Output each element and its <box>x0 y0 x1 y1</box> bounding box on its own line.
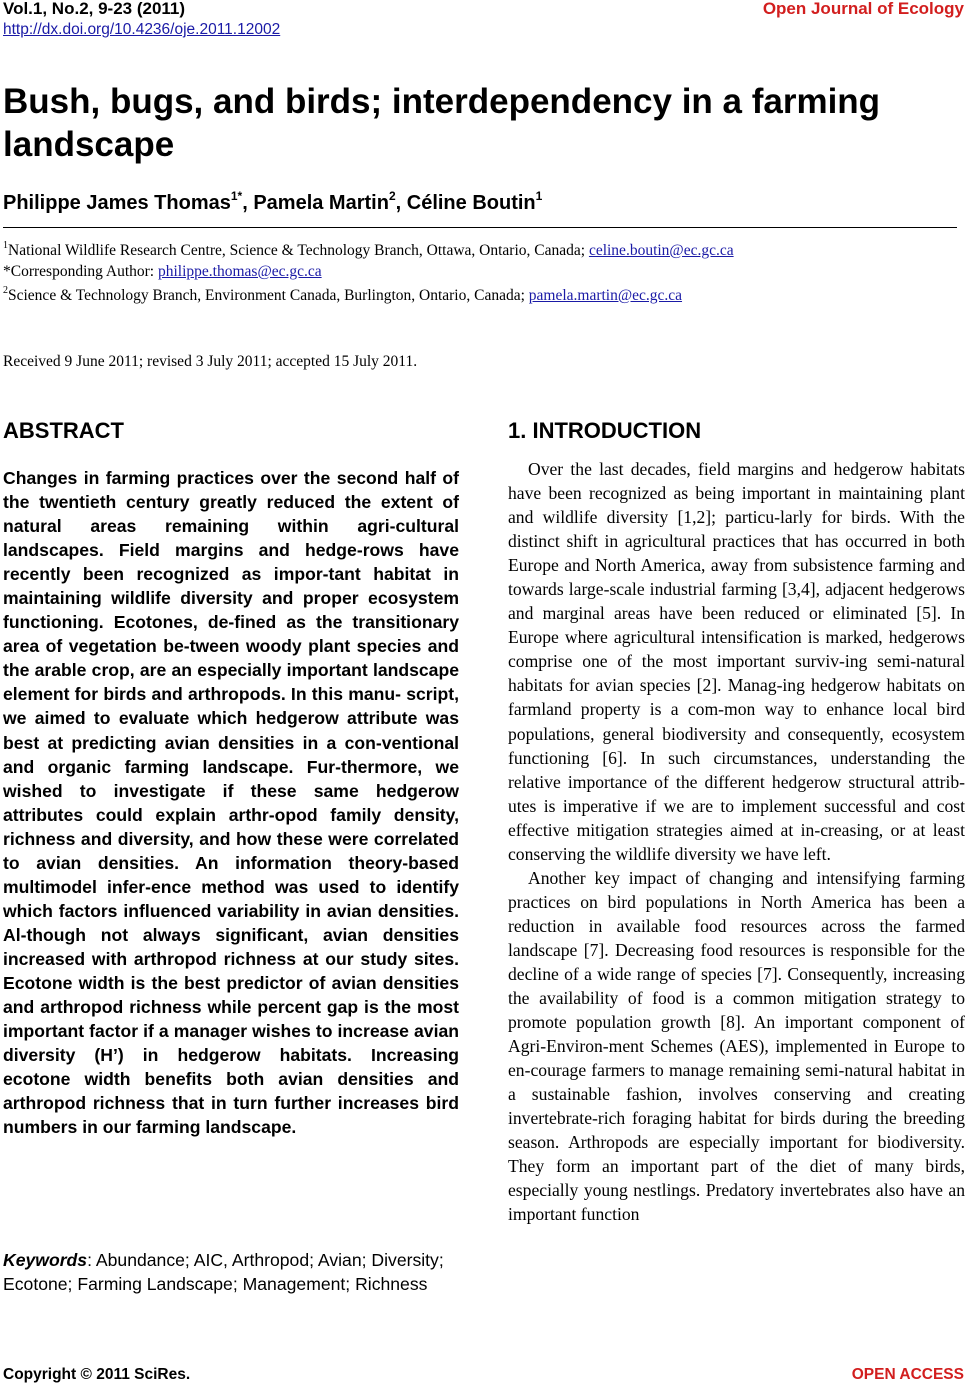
keywords <box>3 1248 459 1296</box>
paragraph: Another key impact of changing and intensifying farming practices on bird populations in North America has been a reduction in available food resources across the farmed landscape [7]. Decreasing food resources is responsible for the decline of a wide range of species [7]. Consequently, increasing the availability of food is a common mitigation strategy to promote population growth [8]. An important component of Agri-Environ-ment Schemes (AES), implemented in Europe to en-courage farmers to manage remaining semi-natural habitat in a sustainable fashion, involves conserving and creating invertebrate-rich foraging habitat for birds during the breeding season. Arthropods are especially important for biodiversity. They form an important part of the diet of many birds, especially young nestlings. Predatory invertebrates also have an important function <box>508 867 965 1225</box>
paper-title: Bush, bugs, and birds; interdependency in a farming landscape <box>3 82 881 164</box>
keywords-list: : Abundance; AIC, Arthropod; Avian; Diversity; Ecotone; Farming Landscape; Management; Richness <box>3 1250 444 1294</box>
open-access-label: OPEN ACCESS <box>851 1366 964 1383</box>
keywords-label: Keywords <box>3 1250 88 1270</box>
author-affil-mark: 2 <box>388 189 396 203</box>
copyright: Copyright © 2011 SciRes. <box>3 1366 191 1383</box>
author-list: Philippe James Thomas$^{1*}$, Pamela Martin$^2$, Céline Boutin$^1$ <box>3 189 543 214</box>
paragraph: Over the last decades, field margins and hedgerow habitats have been recognized as being important in maintaining plant and wildlife diversity [1,2]; particu-larly for birds. With the distinct shift in agricultural practices that has occurred in both Europe and North America, away from subsistence farming and towards large-scale industrial farming [3,4], adjacent hedgerows and marginal areas have been reduced or eliminated [5]. In Europe where agricultural intensification is marked, hedgerows comprise one of the most important surviv-ing semi-natural habitats for avian species [2]. Manag-ing hedgerow habitats on farmland property is a com-mon way to enhance local bird populations, general biodiversity and consequently, ecosystem functioning [6]. In such circumstances, understanding the relative importance of the different hedgerow structural attrib-utes is imperative if we are to implement successful and cost effective mitigation strategies aimed at in-creasing, or at least conserving the wildlife diversity we have left. <box>508 459 965 864</box>
author-affil-mark: 1 <box>535 189 543 203</box>
introduction-body <box>508 457 965 1227</box>
corresponding-author: *Corresponding Author: philippe.thomas@ec.gc.ca <box>3 263 322 280</box>
author-name: Céline Boutin <box>406 192 536 214</box>
email-link[interactable]: celine.boutin@ec.gc.ca <box>588 242 734 259</box>
affiliation-1: $^1$National Wildlife Research Centre, Science & Technology Branch, Ottawa, Ontario, Canada; celine.boutin@ec.gc.ca <box>3 240 734 259</box>
email-link[interactable]: philippe.thomas@ec.gc.ca <box>158 263 322 280</box>
journal-volume: Vol.1, No.2, 9-23 (2011) <box>3 0 186 18</box>
author-affil-mark: 1* <box>230 189 243 203</box>
affiliation-2: $^2$Science & Technology Branch, Environment Canada, Burlington, Ontario, Canada; pamela.martin@ec.gc.ca <box>3 285 683 304</box>
email-link[interactable]: pamela.martin@ec.gc.ca <box>528 287 683 304</box>
author-name: Philippe James Thomas <box>3 192 231 214</box>
journal-name: Open Journal of Ecology <box>762 0 964 18</box>
abstract-heading: ABSTRACT <box>3 418 124 443</box>
introduction-heading: 1. INTRODUCTION <box>508 418 702 443</box>
abstract-text: Changes in farming practices over the second half of the twentieth century greatly reduced the extent of natural areas remaining within agri-cultural landscapes. Field margins and hedge-rows have recently been recognized as impor-tant habitat in maintaining wildlife diversity and proper ecosystem functioning. Ecotones, de-fined as the transitionary area of vegetation be-tween woody plant species and the arable crop, are an especially important landscape element for birds and arthropods. In this manu- script, we aimed to evaluate which hedgerow attribute was best at predicting avian densities in a con-ventional and organic farming landscape. Fur-thermore, we wished to investigate if these same hedgerow attributes could explain arthr-opod family density, richness and diversity, and how these were correlated to avian densities. An information theory-based multimodel infer-ence method was used to identify which factors influenced variability in avian densities. Al-though not always significant, avian densities increased with arthropod richness at our study sites. Ecotone width is the best predictor of avian densities and arthropod richness while percent gap is the most important factor if a manager wishes to increase avian diversity (H’) in hedgerow habitats. Increasing ecotone width benefits both avian densities and arthropod richness that in turn further increases bird numbers in our farming landscape. <box>3 468 459 1138</box>
header-divider <box>3 227 957 228</box>
doi-link[interactable]: http://dx.doi.org/10.4236/oje.2011.12002 <box>3 21 281 38</box>
received-dates: Received 9 June 2011; revised 3 July 2011; accepted 15 July 2011. <box>3 353 418 370</box>
author-name: Pamela Martin <box>253 192 389 214</box>
